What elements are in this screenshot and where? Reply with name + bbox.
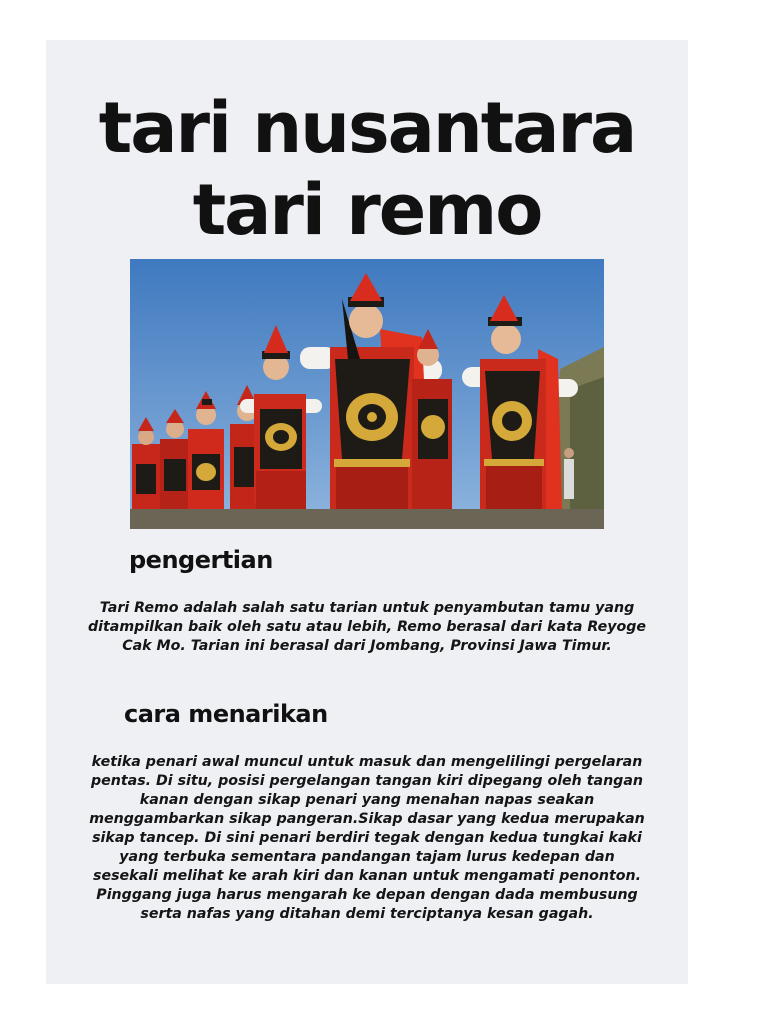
section-body-pengertian: Tari Remo adalah salah satu tarian untuk penyambutan tamu yang ditampilkan baik oleh satu atau lebih, Remo berasal dari kata Reyoge Cak Mo. Tarian ini berasal dari Jombang, Provinsi Jawa Timur. bbox=[88, 600, 646, 654]
section-heading-cara-menarikan: cara menarikan bbox=[124, 700, 328, 728]
document-page bbox=[46, 40, 688, 984]
dancers-photo bbox=[130, 259, 604, 529]
section-heading-pengertian: pengertian bbox=[129, 546, 273, 574]
title-line-2: tari remo bbox=[192, 169, 542, 251]
dancers-photo-icon bbox=[130, 259, 604, 529]
section-body-cara-menarikan: ketika penari awal muncul untuk masuk dan mengelilingi pergelaran pentas. Di situ, posisi pergelangan tangan kiri dipegang oleh tangan kanan dengan sikap penari yang menahan napas seakan menggambarkan sikap pangeran.Sikap dasar yang kedua merupakan sikap tancep. Di sini penari berdiri tegak dengan kedua tungkai kaki yang terbuka sementara pandangan tajam lurus kedepan dan sesekali melihat ke arah kiri dan kanan untuk mengamati penonton. Pinggang juga harus mengarah ke depan dengan dada membusung serta nafas yang ditahan demi terciptanya kesan gagah. bbox=[89, 754, 645, 922]
title-line-1: tari nusantara bbox=[98, 87, 636, 169]
